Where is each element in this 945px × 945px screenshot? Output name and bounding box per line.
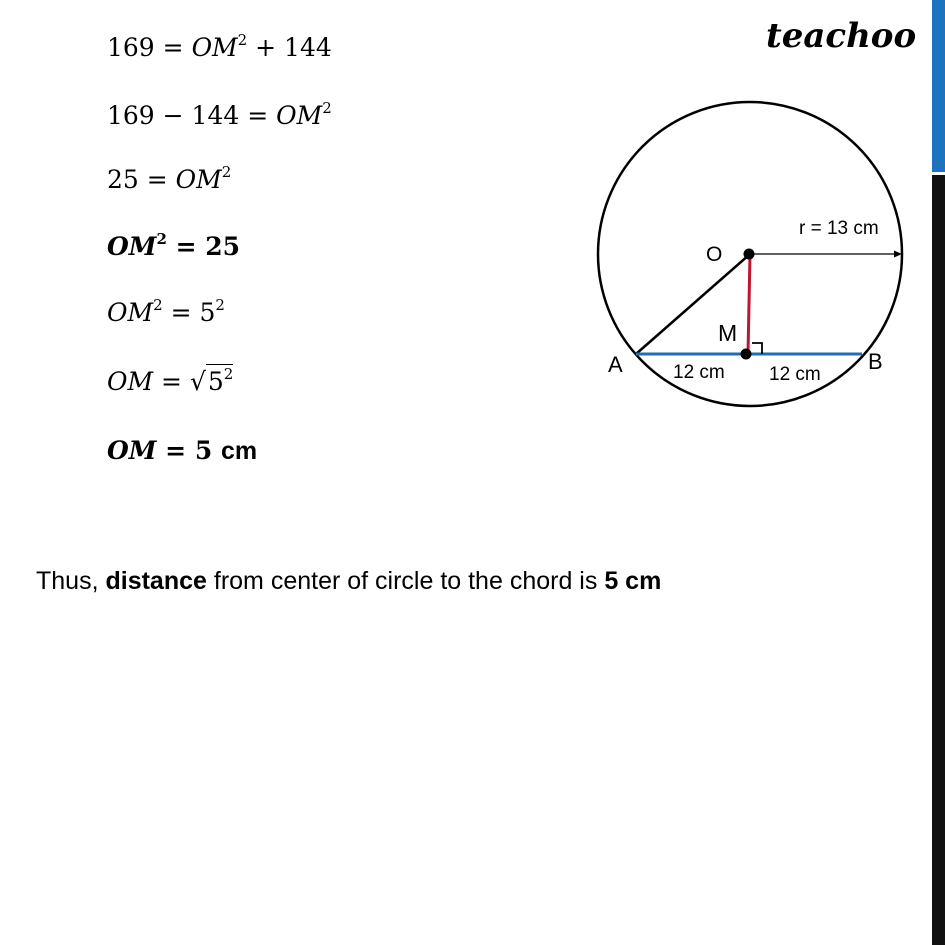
conclusion-middle: from center of circle to the chord is bbox=[206, 567, 605, 595]
step-7-unit: cm bbox=[220, 437, 258, 465]
label-right-half: 12 cm bbox=[769, 364, 821, 385]
step-3-var: OM bbox=[175, 165, 222, 194]
step-2-exp: 2 bbox=[322, 99, 332, 117]
center-point-o bbox=[744, 249, 755, 260]
step-1-exp: 2 bbox=[237, 31, 248, 49]
step-3-lhs: 25 bbox=[107, 165, 139, 194]
label-o: O bbox=[706, 243, 723, 266]
conclusion-prefix: Thus, bbox=[36, 567, 106, 595]
step-6-var: OM bbox=[107, 367, 154, 396]
teachoo-logo: teachoo bbox=[766, 16, 917, 56]
step-1-lhs: 169 bbox=[107, 33, 155, 62]
label-a: A bbox=[608, 352, 623, 377]
equation-step-2: $169 - 144 = OM^2$ bbox=[107, 99, 332, 130]
conclusion-bold-distance: distance bbox=[105, 567, 207, 595]
label-left-half: 12 cm bbox=[673, 362, 725, 383]
equation-step-7: OM = 5 cm bbox=[107, 436, 258, 465]
label-b: B bbox=[868, 349, 883, 374]
foot-point-m bbox=[741, 349, 752, 360]
step-1-rest: + 144 bbox=[247, 33, 332, 62]
step-1-var: OM bbox=[191, 33, 238, 62]
step-5-var: OM bbox=[107, 298, 154, 327]
step-5-exp: 2 bbox=[153, 296, 163, 314]
equation-step-4: $OM^2 = 25$ bbox=[107, 230, 241, 261]
step-5-base: 5 bbox=[199, 298, 216, 327]
step-3-exp: 2 bbox=[221, 163, 232, 181]
step-4-exp: 2 bbox=[156, 230, 167, 248]
step-4-rhs: 25 bbox=[205, 232, 241, 261]
conclusion-bold-value: 5 cm bbox=[604, 567, 662, 595]
equation-step-6: OM = $√5^2$ bbox=[107, 365, 234, 396]
label-radius: r = 13 cm bbox=[799, 218, 879, 239]
equation-step-1: $169 = OM^2 + 144$ bbox=[107, 31, 332, 62]
square-root: $√5^2$ bbox=[189, 365, 234, 396]
right-angle-marker bbox=[752, 343, 762, 354]
perpendicular-om bbox=[748, 254, 750, 354]
step-2-lhs: 169 − 144 bbox=[107, 101, 240, 130]
step-7-var: OM bbox=[107, 436, 157, 465]
equation-step-3: $25 = OM^2$ bbox=[107, 163, 232, 194]
step-5-base-exp: 2 bbox=[215, 296, 225, 314]
step-2-var: OM bbox=[276, 101, 323, 130]
step-7-value: 5 bbox=[194, 436, 213, 465]
step-6-radicand: 5 bbox=[207, 367, 224, 396]
equation-step-5: $OM^2 = 5^2$ bbox=[107, 296, 225, 327]
label-m: M bbox=[718, 320, 738, 346]
step-6-radicand-exp: 2 bbox=[223, 365, 234, 383]
step-4-var: OM bbox=[107, 232, 157, 261]
